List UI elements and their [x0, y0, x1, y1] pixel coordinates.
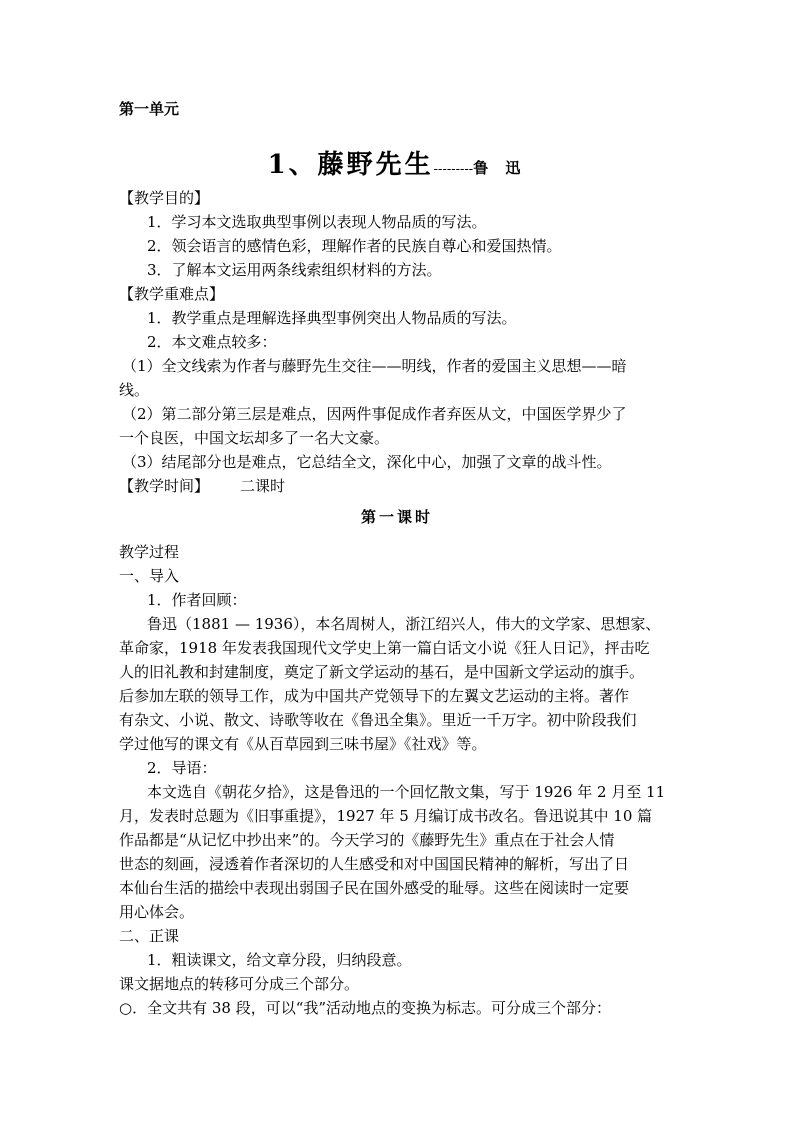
author-intro-line: 人的旧礼教和封建制度，奠定了新文学运动的基石，是中国新文学运动的旗手。: [119, 663, 645, 681]
author-intro-line: 有杂文、小说、散文、诗歌等收在《鲁迅全集》。里近一千万字。初中阶段我们: [119, 711, 637, 729]
part2-heading: 二、正课: [119, 927, 180, 945]
goals-item: 1．学习本文选取典型事例以表现人物品质的写法。: [147, 213, 487, 231]
keypoints-heading: 【教学重难点】: [119, 285, 225, 303]
author-intro-line: 后参加左联的领导工作，成为中国共产党领导下的左翼文艺运动的主将。著作: [119, 687, 630, 705]
author-review-label: 1．作者回顾：: [147, 591, 247, 609]
intro-text-line: 本仙台生活的描绘中表现出弱国子民在国外感受的耻辱。这些在阅读时一定要: [119, 879, 630, 897]
time-value: 二课时: [240, 477, 286, 495]
part1-heading: 一、导入: [119, 567, 180, 585]
keypoints-sub2-line: （2）第二部分第三层是难点，因两件事促成作者弃医从文，中国医学界少了: [122, 405, 627, 423]
unit-label: 第一单元: [119, 100, 180, 118]
intro-text-line: 世态的刻画，浸透着作者深切的人生感受和对中国国民精神的解析，写出了日: [119, 855, 630, 873]
division-detail-line: ○．全文共有 38 段，可以“我”活动地点的变换为标志。可分成三个部分：: [119, 999, 612, 1017]
step1-line: 1．粗读课文，给文章分段，归纳段意。: [147, 951, 412, 969]
process-heading: 教学过程: [119, 543, 180, 561]
keypoints-item: 1．教学重点是理解选择典型事例突出人物品质的写法。: [147, 309, 517, 327]
article-title: [0, 144, 794, 181]
intro-label: 2．导语：: [147, 759, 217, 777]
intro-text-line: 作品都是“从记忆中抄出来”的。今天学习的《藤野先生》重点在于社会人情: [119, 831, 615, 849]
title-author: 鲁 迅: [473, 159, 527, 177]
time-heading: 【教学时间】: [119, 477, 210, 495]
intro-text-line: 用心体会。: [119, 903, 195, 921]
goals-item: 3．了解本文运用两条线索组织材料的方法。: [147, 261, 442, 279]
title-main: 1、藤野先生: [267, 150, 434, 180]
author-intro-line: 革命家，1918 年发表我国现代文学史上第一篇白话文小说《狂人日记》，抨击吃: [119, 639, 650, 657]
division-line: 课文据地点的转移可分成三个部分。: [119, 975, 360, 993]
lesson-title: 第一课时: [360, 508, 433, 526]
title-dash: ---------: [433, 162, 474, 177]
author-intro-line: 学过他写的课文有《从百草园到三味书屋》《社戏》等。: [119, 735, 487, 753]
keypoints-sub2-line: 一个良医，中国文坛却多了一名大文豪。: [119, 429, 390, 447]
intro-text-line: 本文选自《朝花夕拾》，这是鲁迅的一个回忆散文集，写于 1926 年 2 月至 11: [147, 783, 666, 801]
goals-item: 2．领会语言的感情色彩，理解作者的民族自尊心和爱国热情。: [147, 237, 562, 255]
goals-heading: 【教学目的】: [119, 189, 210, 207]
keypoints-item: 2．本文难点较多：: [147, 333, 277, 351]
intro-text-line: 月，发表时总题为《旧事重提》，1927 年 5 月编订成书改名。鲁迅说其中 10 篇: [119, 807, 653, 825]
keypoints-sub3-line: （3）结尾部分也是难点，它总结全文，深化中心，加强了文章的战斗性。: [122, 453, 612, 471]
keypoints-sub1-line: 线。: [119, 381, 150, 399]
keypoints-sub1-line: （1）全文线索为作者与藤野先生交往——明线，作者的爱国主义思想——暗: [122, 357, 627, 375]
author-intro-line: 鲁迅（1881 — 1936），本名周树人，浙江绍兴人，伟大的文学家、思想家、: [147, 615, 661, 633]
